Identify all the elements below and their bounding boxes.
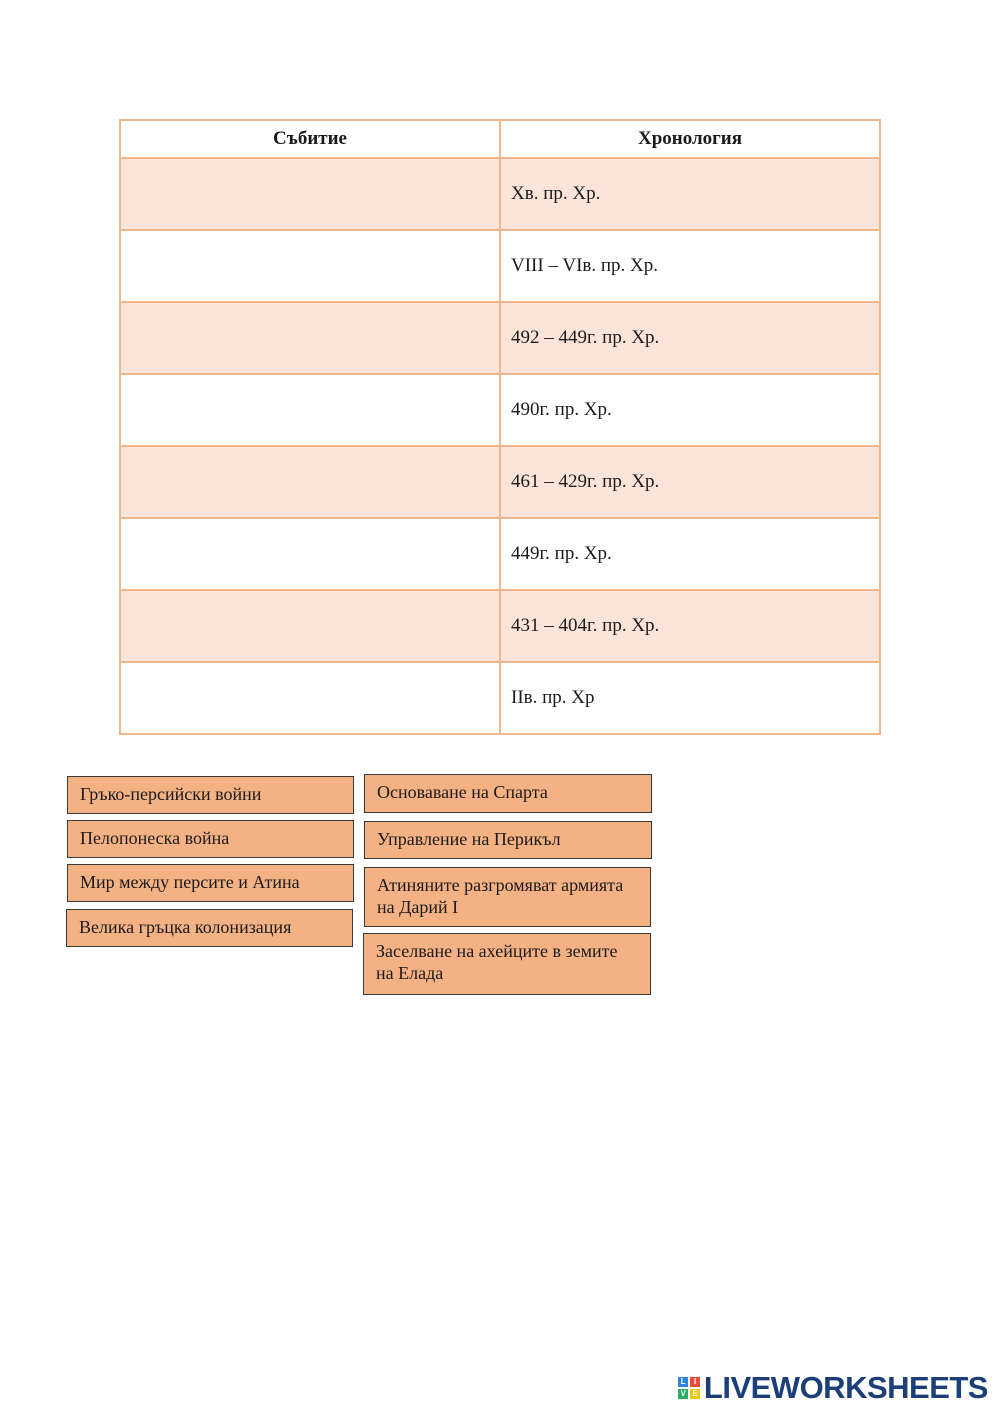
chronology-cell: VIII – VIв. пр. Хр.: [500, 230, 880, 302]
table-row: [120, 302, 880, 374]
header-event: Събитие: [120, 120, 500, 158]
event-drop-zone[interactable]: [120, 374, 500, 446]
draggable-card-greek-colonization[interactable]: Велика гръцка колонизация: [66, 909, 353, 947]
logo-letter-l: L: [678, 1377, 688, 1387]
table-row: [120, 590, 880, 662]
chronology-cell: 492 – 449г. пр. Хр.: [500, 302, 880, 374]
liveworksheets-logo: [678, 1370, 988, 1406]
table-row: [120, 158, 880, 230]
logo-letter-e: E: [690, 1389, 700, 1399]
table-row: [120, 446, 880, 518]
event-drop-zone[interactable]: [120, 590, 500, 662]
table-row: [120, 230, 880, 302]
draggable-card-greco-persian-wars[interactable]: Гръко-персийски войни: [67, 776, 354, 814]
draggable-card-peace-persians-athens[interactable]: Мир между персите и Атина: [67, 864, 354, 902]
table-row: [120, 374, 880, 446]
draggable-card-peloponnesian-war[interactable]: Пелопонеска война: [67, 820, 354, 858]
table-row: [120, 662, 880, 734]
chronology-cell: IIв. пр. Хр: [500, 662, 880, 734]
draggable-card-athenians-defeat-darius[interactable]: Атиняните разгромяват армията на Дарий I: [364, 867, 651, 927]
chronology-cell: Хв. пр. Хр.: [500, 158, 880, 230]
event-drop-zone[interactable]: [120, 158, 500, 230]
chronology-table: [119, 119, 881, 735]
event-drop-zone[interactable]: [120, 518, 500, 590]
draggable-card-achaean-settlement[interactable]: Заселване на ахейците в земите на Елада: [363, 933, 651, 995]
chronology-cell: 449г. пр. Хр.: [500, 518, 880, 590]
draggable-card-pericles-rule[interactable]: Управление на Перикъл: [364, 821, 652, 859]
logo-mark-icon: [678, 1377, 700, 1399]
logo-text: LIVEWORKSHEETS: [703, 1370, 988, 1405]
event-drop-zone[interactable]: [120, 230, 500, 302]
event-drop-zone[interactable]: [120, 446, 500, 518]
chronology-cell: 490г. пр. Хр.: [500, 374, 880, 446]
chronology-cell: 431 – 404г. пр. Хр.: [500, 590, 880, 662]
table-row: [120, 518, 880, 590]
event-drop-zone[interactable]: [120, 302, 500, 374]
chronology-cell: 461 – 429г. пр. Хр.: [500, 446, 880, 518]
table-header-row: [120, 120, 880, 158]
event-drop-zone[interactable]: [120, 662, 500, 734]
logo-letter-i: I: [690, 1377, 700, 1387]
logo-letter-v: V: [678, 1389, 688, 1399]
header-chronology: Хронология: [500, 120, 880, 158]
draggable-card-founding-sparta[interactable]: Основаване на Спарта: [364, 774, 652, 813]
